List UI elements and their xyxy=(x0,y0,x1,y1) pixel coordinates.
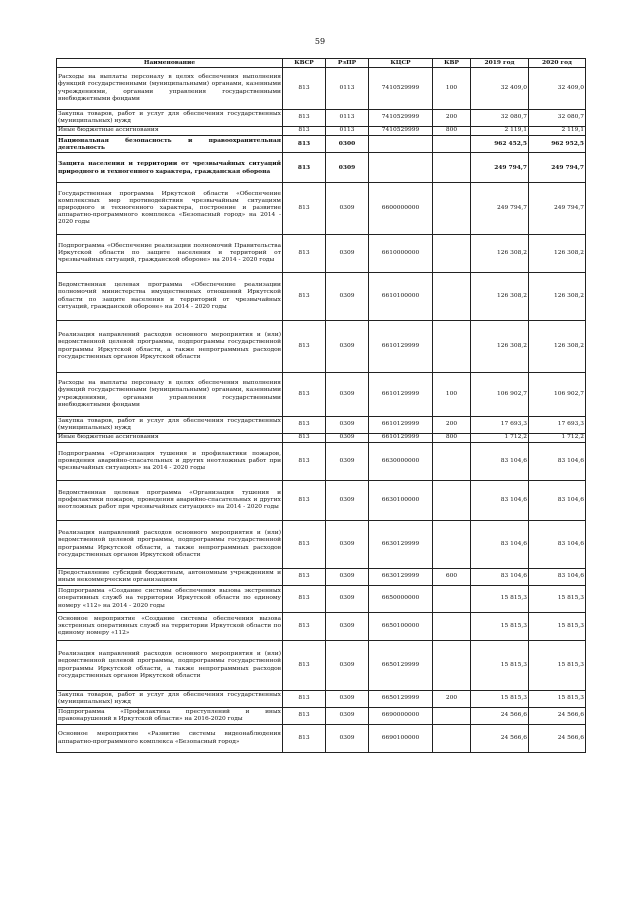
cell-kvsr: 813 xyxy=(283,434,326,443)
cell-kvr: 100 xyxy=(433,68,471,110)
cell-rzpr: 0309 xyxy=(326,725,369,753)
cell-amount-2020: 1 712,2 xyxy=(529,434,586,443)
cell-rzpr: 0309 xyxy=(326,613,369,641)
cell-kcsr: 6630000000 xyxy=(369,443,433,481)
cell-kvr: 800 xyxy=(433,127,471,136)
table-header-row xyxy=(57,59,586,68)
cell-kvsr: 813 xyxy=(283,110,326,127)
cell-kvsr: 813 xyxy=(283,443,326,481)
table-row xyxy=(57,273,586,321)
header-name: Наименование xyxy=(57,59,283,68)
cell-kvr: 200 xyxy=(433,110,471,127)
cell-kcsr: 6650129999 xyxy=(369,641,433,691)
cell-amount-2020: 2 119,1 xyxy=(529,127,586,136)
table-row xyxy=(57,434,586,443)
cell-kvr xyxy=(433,136,471,153)
cell-name: Государственная программа Иркутской области «Обеспечение комплексных мер противодействия чрезвычайным ситуациям природного и техногенного характера, построение и развитие аппаратно-программного комплекса «Безопасный город» на 2014 - 2020 годы xyxy=(57,183,283,235)
cell-name: Ведомственная целевая программа «Обеспечение реализации полномочий министерства имущественных отношений Иркутской области по защите населения и территорий от чрезвычайных ситуаций, гражданской обороне» на 2014 - 2020 годы xyxy=(57,273,283,321)
cell-amount-2019: 24 566,6 xyxy=(471,708,529,725)
cell-amount-2020: 15 815,3 xyxy=(529,586,586,613)
cell-rzpr: 0309 xyxy=(326,417,369,434)
table-row xyxy=(57,613,586,641)
cell-rzpr: 0309 xyxy=(326,183,369,235)
cell-kvr: 800 xyxy=(433,434,471,443)
cell-kcsr: 7410529999 xyxy=(369,68,433,110)
cell-amount-2020: 24 566,6 xyxy=(529,708,586,725)
table-row xyxy=(57,183,586,235)
cell-kvsr: 813 xyxy=(283,521,326,569)
cell-rzpr: 0309 xyxy=(326,481,369,521)
cell-amount-2020: 106 902,7 xyxy=(529,373,586,417)
budget-table xyxy=(56,58,586,753)
table-row xyxy=(57,725,586,753)
cell-kvsr: 813 xyxy=(283,321,326,373)
cell-amount-2020: 83 104,6 xyxy=(529,443,586,481)
cell-rzpr: 0309 xyxy=(326,691,369,708)
table-row xyxy=(57,708,586,725)
cell-name: Защита населения и территории от чрезвычайных ситуаций природного и техногенного характера, гражданская оборона xyxy=(57,153,283,183)
cell-amount-2020: 962 952,5 xyxy=(529,136,586,153)
cell-name: Подпрограмма «Обеспечение реализации полномочий Правительства Иркутской области по защите населения и территорий от чрезвычайных ситуаций, гражданской обороне» на 2014 - 2020 годы xyxy=(57,235,283,273)
cell-rzpr: 0309 xyxy=(326,521,369,569)
cell-name: Закупка товаров, работ и услуг для обеспечения государственных (муниципальных) нужд xyxy=(57,110,283,127)
cell-kvsr: 813 xyxy=(283,691,326,708)
cell-name: Расходы на выплаты персоналу в целях обеспечения выполнения функций государственными (муниципальными) органами, казенными учреждениями, органами управления государственными внебюджетными фондами xyxy=(57,373,283,417)
cell-kvr xyxy=(433,641,471,691)
cell-amount-2019: 15 815,3 xyxy=(471,586,529,613)
cell-kvr xyxy=(433,586,471,613)
cell-amount-2019: 1 712,2 xyxy=(471,434,529,443)
cell-amount-2019: 83 104,6 xyxy=(471,481,529,521)
table-row xyxy=(57,373,586,417)
cell-kvsr: 813 xyxy=(283,417,326,434)
table-row xyxy=(57,136,586,153)
cell-rzpr: 0309 xyxy=(326,373,369,417)
cell-name: Реализация направлений расходов основного мероприятия и (или) ведомственной целевой программы, подпрограммы государственной программы Иркутской области, а также непрограммных расходов государственных органов Иркутской области xyxy=(57,641,283,691)
cell-kcsr: 6630129999 xyxy=(369,521,433,569)
cell-kcsr: 6630100000 xyxy=(369,481,433,521)
cell-kvsr: 813 xyxy=(283,641,326,691)
cell-name: Ведомственная целевая программа «Организация тушения и профилактики пожаров, проведения аварийно-спасательных и других неотложных работ при чрезвычайных ситуациях» на 2014 - 2020 годы xyxy=(57,481,283,521)
cell-rzpr: 0309 xyxy=(326,586,369,613)
cell-rzpr: 0309 xyxy=(326,434,369,443)
cell-kvsr: 813 xyxy=(283,586,326,613)
cell-amount-2019: 32 080,7 xyxy=(471,110,529,127)
cell-amount-2020: 15 815,3 xyxy=(529,641,586,691)
cell-amount-2020: 32 409,0 xyxy=(529,68,586,110)
cell-kcsr: 6690000000 xyxy=(369,708,433,725)
cell-name: Иные бюджетные ассигнования xyxy=(57,127,283,136)
cell-amount-2019: 15 815,3 xyxy=(471,613,529,641)
cell-kvr xyxy=(433,521,471,569)
cell-amount-2020: 83 104,6 xyxy=(529,521,586,569)
table-row xyxy=(57,127,586,136)
cell-name: Подпрограмма «Профилактика преступлений и иных правонарушений в Иркутской области» на 2016-2020 годы xyxy=(57,708,283,725)
cell-amount-2020: 126 308,2 xyxy=(529,321,586,373)
cell-name: Основное мероприятие «Создание системы обеспечения вызова экстренных оперативных служб на территории Иркутской области по единому номеру «112» xyxy=(57,613,283,641)
cell-amount-2019: 106 902,7 xyxy=(471,373,529,417)
cell-kcsr: 7410529999 xyxy=(369,127,433,136)
cell-amount-2020: 15 815,3 xyxy=(529,691,586,708)
table-row xyxy=(57,521,586,569)
cell-name: Реализация направлений расходов основного мероприятия и (или) ведомственной целевой программы, подпрограммы государственной программы Иркутской области, а также непрограммных расходов государственных органов Иркутской области xyxy=(57,321,283,373)
cell-kvr: 100 xyxy=(433,373,471,417)
cell-amount-2019: 15 815,3 xyxy=(471,641,529,691)
table-row xyxy=(57,481,586,521)
cell-name: Реализация направлений расходов основного мероприятия и (или) ведомственной целевой программы, подпрограммы государственной программы Иркутской области, а также непрограммных расходов государственных органов Иркутской области xyxy=(57,521,283,569)
cell-amount-2019: 24 566,6 xyxy=(471,725,529,753)
cell-kvsr: 813 xyxy=(283,481,326,521)
cell-amount-2019: 126 308,2 xyxy=(471,321,529,373)
cell-kvsr: 813 xyxy=(283,68,326,110)
table-row xyxy=(57,68,586,110)
cell-kcsr: 6610129999 xyxy=(369,321,433,373)
cell-name: Иные бюджетные ассигнования xyxy=(57,434,283,443)
cell-kvsr: 813 xyxy=(283,273,326,321)
cell-kcsr: 6650000000 xyxy=(369,586,433,613)
table-row xyxy=(57,153,586,183)
cell-amount-2020: 249 794,7 xyxy=(529,183,586,235)
cell-kvr xyxy=(433,273,471,321)
cell-rzpr: 0113 xyxy=(326,68,369,110)
table-row xyxy=(57,235,586,273)
cell-amount-2019: 126 308,2 xyxy=(471,235,529,273)
cell-kcsr: 6610129999 xyxy=(369,417,433,434)
cell-kvr xyxy=(433,153,471,183)
cell-name: Расходы на выплаты персоналу в целях обеспечения выполнения функций государственными (муниципальными) органами, казенными учреждениями, органами управления государственными внебюджетными фондами xyxy=(57,68,283,110)
cell-rzpr: 0113 xyxy=(326,127,369,136)
cell-kvsr: 813 xyxy=(283,127,326,136)
cell-amount-2019: 15 815,3 xyxy=(471,691,529,708)
page-number: 59 xyxy=(314,37,326,46)
header-year-2020: 2020 год xyxy=(529,59,586,68)
table-row xyxy=(57,586,586,613)
cell-kcsr: 6690100000 xyxy=(369,725,433,753)
cell-kcsr: 6610100000 xyxy=(369,273,433,321)
cell-kvsr: 813 xyxy=(283,373,326,417)
cell-kcsr: 6610129999 xyxy=(369,373,433,417)
cell-amount-2020: 15 815,3 xyxy=(529,613,586,641)
table-row xyxy=(57,691,586,708)
cell-kcsr xyxy=(369,136,433,153)
cell-kvr xyxy=(433,235,471,273)
cell-name: Национальная безопасность и правоохранительная деятельность xyxy=(58,136,281,151)
cell-amount-2019: 962 452,5 xyxy=(471,136,529,153)
cell-kcsr: 6610000000 xyxy=(369,235,433,273)
cell-kcsr xyxy=(369,153,433,183)
cell-rzpr: 0309 xyxy=(326,641,369,691)
cell-amount-2020: 24 566,6 xyxy=(529,725,586,753)
cell-kvsr: 813 xyxy=(283,569,326,586)
cell-kvr xyxy=(433,613,471,641)
cell-rzpr: 0309 xyxy=(326,708,369,725)
cell-rzpr: 0309 xyxy=(326,321,369,373)
header-year-2019: 2019 год xyxy=(471,59,529,68)
cell-kvsr: 813 xyxy=(283,613,326,641)
table-row xyxy=(57,569,586,586)
cell-amount-2020: 83 104,6 xyxy=(529,481,586,521)
table-row xyxy=(57,443,586,481)
cell-kcsr: 7410529999 xyxy=(369,110,433,127)
header-kvsr: КВСР xyxy=(283,59,326,68)
cell-kcsr: 6600000000 xyxy=(369,183,433,235)
cell-kvr xyxy=(433,708,471,725)
cell-kvsr: 813 xyxy=(283,708,326,725)
cell-rzpr: 0309 xyxy=(326,569,369,586)
cell-kcsr: 6610129999 xyxy=(369,434,433,443)
cell-kvsr: 813 xyxy=(283,725,326,753)
cell-amount-2020: 32 080,7 xyxy=(529,110,586,127)
cell-kvsr: 813 xyxy=(283,153,326,183)
cell-amount-2019: 126 308,2 xyxy=(471,273,529,321)
cell-kvr xyxy=(433,321,471,373)
cell-name: Закупка товаров, работ и услуг для обеспечения государственных (муниципальных) нужд xyxy=(57,417,283,434)
cell-kcsr: 6650100000 xyxy=(369,613,433,641)
cell-rzpr: 0300 xyxy=(326,136,369,153)
header-kvr: КВР xyxy=(433,59,471,68)
cell-name: Предоставление субсидий бюджетным, автономным учреждениям и иным некоммерческим организациям xyxy=(57,569,283,586)
table-row xyxy=(57,110,586,127)
cell-kcsr: 6630129999 xyxy=(369,569,433,586)
cell-amount-2019: 83 104,6 xyxy=(471,569,529,586)
cell-amount-2020: 126 308,2 xyxy=(529,273,586,321)
cell-amount-2020: 83 104,6 xyxy=(529,569,586,586)
cell-amount-2019: 249 794,7 xyxy=(471,153,529,183)
header-kcsr: КЦСР xyxy=(369,59,433,68)
table-row xyxy=(57,321,586,373)
cell-kvr: 600 xyxy=(433,569,471,586)
table-row xyxy=(57,417,586,434)
cell-amount-2020: 17 693,3 xyxy=(529,417,586,434)
cell-kcsr: 6650129999 xyxy=(369,691,433,708)
cell-rzpr: 0309 xyxy=(326,273,369,321)
cell-rzpr: 0309 xyxy=(326,443,369,481)
cell-amount-2019: 249 794,7 xyxy=(471,183,529,235)
cell-kvr: 200 xyxy=(433,417,471,434)
cell-name: Подпрограмма «Организация тушения и профилактики пожаров, проведения аварийно-спасательных и других неотложных работ при чрезвычайных ситуациях» на 2014 - 2020 годы xyxy=(57,443,283,481)
cell-amount-2019: 2 119,1 xyxy=(471,127,529,136)
cell-rzpr: 0309 xyxy=(326,153,369,183)
cell-amount-2019: 32 409,0 xyxy=(471,68,529,110)
cell-kvr xyxy=(433,725,471,753)
cell-rzpr: 0113 xyxy=(326,110,369,127)
cell-kvsr: 813 xyxy=(283,183,326,235)
table-body xyxy=(57,68,586,753)
cell-name: Закупка товаров, работ и услуг для обеспечения государственных (муниципальных) нужд xyxy=(57,691,283,708)
cell-kvr xyxy=(433,443,471,481)
cell-kvr xyxy=(433,481,471,521)
cell-amount-2020: 126 308,2 xyxy=(529,235,586,273)
cell-kvr: 200 xyxy=(433,691,471,708)
cell-amount-2019: 17 693,3 xyxy=(471,417,529,434)
cell-kvsr: 813 xyxy=(283,136,326,153)
cell-amount-2019: 83 104,6 xyxy=(471,443,529,481)
cell-kvr xyxy=(433,183,471,235)
cell-name: Подпрограмма «Создание системы обеспечения вызова экстренных оперативных служб на территории Иркутской области по единому номеру «112» на 2014 - 2020 годы xyxy=(57,586,283,613)
table-row xyxy=(57,641,586,691)
cell-amount-2020: 249 794,7 xyxy=(529,153,586,183)
cell-name: Основное мероприятие «Развитие системы видеонаблюдения аппаратно-программного комплекса «Безопасный город» xyxy=(57,725,283,753)
cell-rzpr: 0309 xyxy=(326,235,369,273)
cell-kvsr: 813 xyxy=(283,235,326,273)
header-rzpr: РзПР xyxy=(326,59,369,68)
cell-amount-2019: 83 104,6 xyxy=(471,521,529,569)
